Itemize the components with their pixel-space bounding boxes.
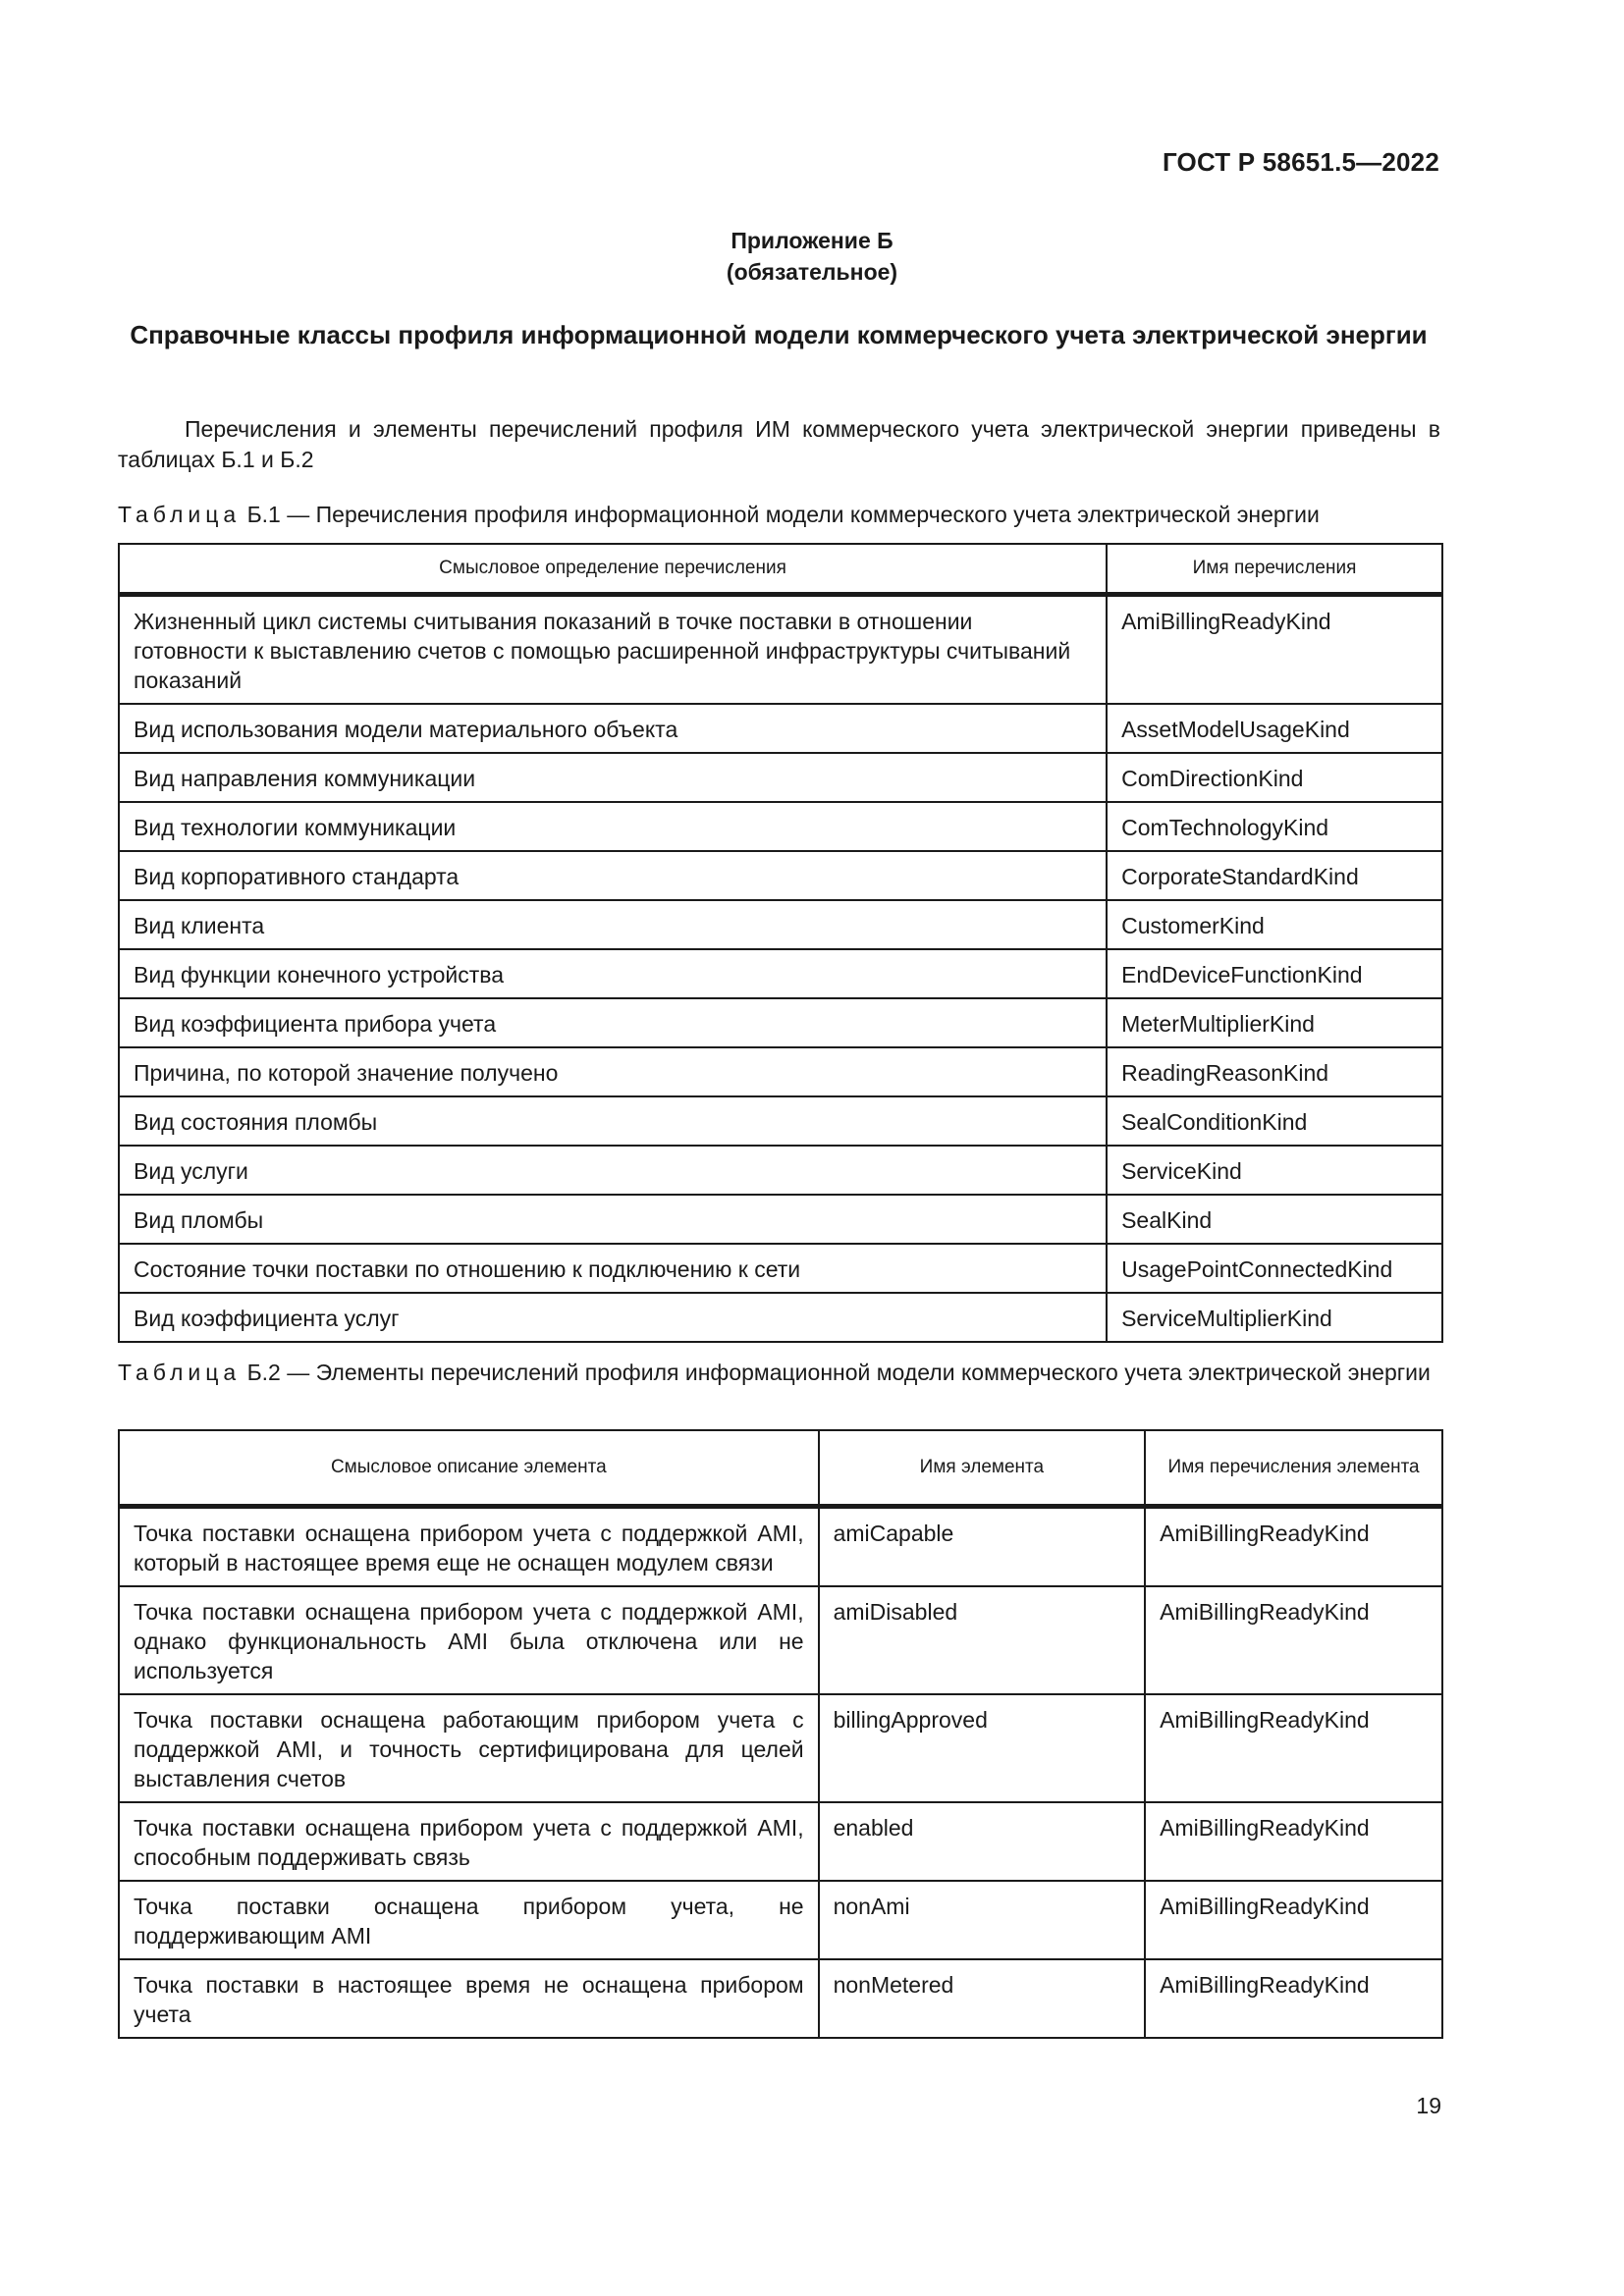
table-row (119, 1096, 1442, 1146)
standard-code: ГОСТ Р 58651.5—2022 (1162, 147, 1439, 177)
table-cell: Точка поставки в настоящее время не оснащена прибором учета (119, 1959, 819, 2038)
table-row (119, 1586, 1442, 1694)
table1-caption-text: Б.1 — Перечисления профиля информационной модели коммерческого учета электрической энергии (246, 502, 1320, 527)
table-row (119, 1802, 1442, 1881)
table-cell: EndDeviceFunctionKind (1107, 949, 1442, 998)
table-enumerations (118, 543, 1443, 1343)
table-row (119, 595, 1442, 705)
table-cell: Вид использования модели материального объекта (119, 704, 1107, 753)
header-cell: Имя перечисления (1107, 544, 1442, 595)
appendix-status: (обязательное) (726, 259, 898, 285)
table-cell: ServiceKind (1107, 1146, 1442, 1195)
table-cell: AmiBillingReadyKind (1145, 1507, 1442, 1587)
table-row (119, 949, 1442, 998)
table-header-row (119, 1430, 1442, 1507)
table-cell: Точка поставки оснащена работающим прибором учета с поддержкой AMI, и точность сертифицирована для целей выставления счетов (119, 1694, 819, 1802)
table-cell: billingApproved (819, 1694, 1146, 1802)
table-cell: AmiBillingReadyKind (1145, 1802, 1442, 1881)
table-cell: nonMetered (819, 1959, 1146, 2038)
header-cell: Смысловое определение перечисления (119, 544, 1107, 595)
table-cell: Вид коэффициента прибора учета (119, 998, 1107, 1047)
table-cell: Вид пломбы (119, 1195, 1107, 1244)
table-cell: Жизненный цикл системы считывания показаний в точке поставки в отношении готовности к выставлению счетов с помощью расширенной инфраструктуры считываний показаний (119, 595, 1107, 705)
header-cell: Смысловое описание элемента (119, 1430, 819, 1507)
table-cell: Точка поставки оснащена прибором учета с поддержкой AMI, способным поддерживать связь (119, 1802, 819, 1881)
header-cell: Имя элемента (819, 1430, 1146, 1507)
table-cell: AmiBillingReadyKind (1145, 1881, 1442, 1959)
table-row (119, 998, 1442, 1047)
header-cell: Имя перечисления элемента (1145, 1430, 1442, 1507)
table-cell: Причина, по которой значение получено (119, 1047, 1107, 1096)
table-row (119, 1694, 1442, 1802)
table-header-row (119, 544, 1442, 595)
table-cell: AmiBillingReadyKind (1145, 1694, 1442, 1802)
table2-caption-text: Б.2 — Элементы перечислений профиля информационной модели коммерческого учета электрической энергии (246, 1360, 1431, 1385)
table-cell: enabled (819, 1802, 1146, 1881)
table-row (119, 1146, 1442, 1195)
table-row (119, 704, 1442, 753)
table2-label: Таблица (118, 1360, 242, 1385)
intro-paragraph: Перечисления и элементы перечислений профиля ИМ коммерческого учета электрической энергии приведены в таблицах Б.1 и Б.2 (118, 416, 1440, 472)
table-cell: SealKind (1107, 1195, 1442, 1244)
table-cell: ComTechnologyKind (1107, 802, 1442, 851)
appendix-title: Приложение Б (731, 228, 893, 253)
table-row (119, 1293, 1442, 1342)
table-cell: Вид технологии коммуникации (119, 802, 1107, 851)
table-cell: AmiBillingReadyKind (1107, 595, 1442, 705)
table-cell: ReadingReasonKind (1107, 1047, 1442, 1096)
table-cell: AmiBillingReadyKind (1145, 1959, 1442, 2038)
table-cell: amiCapable (819, 1507, 1146, 1587)
table-cell: Вид услуги (119, 1146, 1107, 1195)
table-row (119, 851, 1442, 900)
table-cell: MeterMultiplierKind (1107, 998, 1442, 1047)
table-cell: Вид коэффициента услуг (119, 1293, 1107, 1342)
table-cell: Вид состояния пломбы (119, 1096, 1107, 1146)
table-row (119, 1244, 1442, 1293)
table-cell: ServiceMultiplierKind (1107, 1293, 1442, 1342)
table-row (119, 900, 1442, 949)
table-cell: nonAmi (819, 1881, 1146, 1959)
table-cell: amiDisabled (819, 1586, 1146, 1694)
table-cell: CustomerKind (1107, 900, 1442, 949)
table-row (119, 1881, 1442, 1959)
section-heading: Справочные классы профиля информационной модели коммерческого учета электрической энергии (130, 320, 1428, 349)
table-row (119, 802, 1442, 851)
table1-caption (118, 500, 1440, 529)
table-enumeration-elements (118, 1429, 1443, 2039)
table-cell: Вид направления коммуникации (119, 753, 1107, 802)
table-cell: AssetModelUsageKind (1107, 704, 1442, 753)
table-cell: Вид клиента (119, 900, 1107, 949)
table1-label: Таблица (118, 502, 242, 527)
table-cell: AmiBillingReadyKind (1145, 1586, 1442, 1694)
table-cell: Состояние точки поставки по отношению к подключению к сети (119, 1244, 1107, 1293)
table-cell: Вид функции конечного устройства (119, 949, 1107, 998)
table-cell: Точка поставки оснащена прибором учета, не поддерживающим AMI (119, 1881, 819, 1959)
table-cell: Точка поставки оснащена прибором учета с поддержкой AMI, однако функциональность AMI была отключена или не используется (119, 1586, 819, 1694)
table-cell: CorporateStandardKind (1107, 851, 1442, 900)
table-cell: SealConditionKind (1107, 1096, 1442, 1146)
table-row (119, 1507, 1442, 1587)
table-row (119, 1047, 1442, 1096)
table-row (119, 1959, 1442, 2038)
table-cell: Точка поставки оснащена прибором учета с поддержкой AMI, который в настоящее время еще не оснащен модулем связи (119, 1507, 819, 1587)
table-cell: ComDirectionKind (1107, 753, 1442, 802)
table2-caption (118, 1358, 1440, 1387)
table-row (119, 1195, 1442, 1244)
page-number: 19 (1416, 2093, 1441, 2118)
table-row (119, 753, 1442, 802)
table-cell: UsagePointConnectedKind (1107, 1244, 1442, 1293)
table-cell: Вид корпоративного стандарта (119, 851, 1107, 900)
